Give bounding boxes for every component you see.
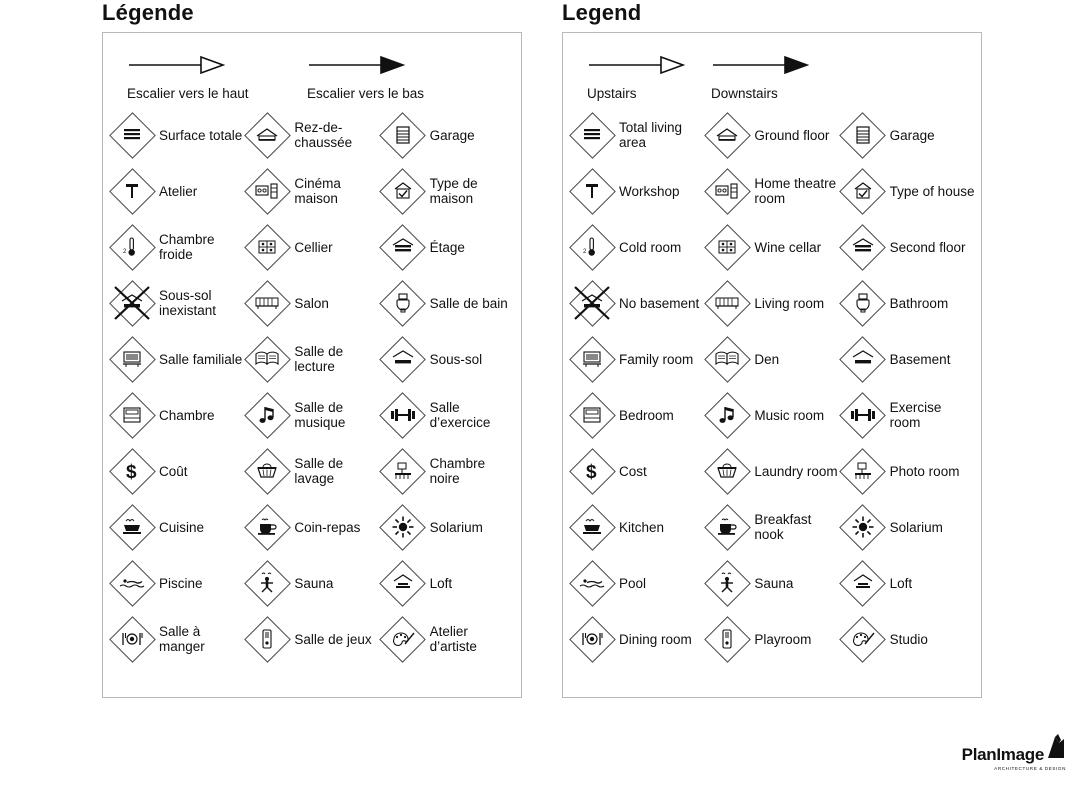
logo-mark-icon <box>1046 734 1066 765</box>
legend-item-label: Workshop <box>619 183 680 199</box>
dollar-sign-icon <box>577 456 607 486</box>
palette-brush-icon <box>388 624 418 654</box>
diamond-frame <box>109 616 155 662</box>
diamond-frame <box>704 168 750 214</box>
swimmer-icon <box>577 568 607 598</box>
legend-item-label: Bedroom <box>619 407 674 423</box>
legend-item <box>109 387 244 443</box>
legend-item-label: Salle de musique <box>294 400 346 430</box>
svg-text:2: 2 <box>123 249 127 255</box>
legend-item <box>840 555 975 611</box>
diamond-frame <box>569 448 615 494</box>
second-floor-icon <box>388 232 418 262</box>
diamond-frame <box>704 112 750 158</box>
diamond-frame <box>569 224 615 270</box>
garage-door-icon <box>848 120 878 150</box>
dumbbell-icon <box>848 400 878 430</box>
legend-item <box>569 611 704 667</box>
diamond-frame <box>109 392 155 438</box>
diamond-frame <box>569 168 615 214</box>
diamond-frame <box>569 336 615 382</box>
diamond-frame <box>109 224 155 270</box>
palette-brush-icon <box>848 624 878 654</box>
sofa-icon <box>252 288 282 318</box>
legend-item <box>840 499 975 555</box>
svg-text:2: 2 <box>583 249 587 255</box>
tv-stand-icon <box>577 344 607 374</box>
legend-item <box>380 331 515 387</box>
logo-name-italic: Image <box>996 745 1044 764</box>
legend-item <box>380 107 515 163</box>
legend-item <box>109 499 244 555</box>
diamond-frame <box>840 112 886 158</box>
svg-text:$: $ <box>586 462 597 482</box>
diamond-frame <box>109 280 155 326</box>
legend-item <box>704 219 839 275</box>
arrow-legend-english <box>563 33 981 105</box>
legend-item-label: Solarium <box>889 519 943 535</box>
legend-item <box>840 275 975 331</box>
diamond-frame <box>244 616 290 662</box>
arrow-solid-right-icon <box>711 55 811 80</box>
legend-item <box>380 387 515 443</box>
loft-stairs-icon <box>388 568 418 598</box>
house-check-icon <box>388 176 418 206</box>
legend-item <box>244 219 379 275</box>
darkroom-icon <box>388 456 418 486</box>
svg-text:$: $ <box>126 462 137 482</box>
music-note-icon <box>252 400 282 430</box>
diamond-frame <box>109 504 155 550</box>
legend-item <box>704 499 839 555</box>
legend-item-label: Chambre froide <box>159 232 215 262</box>
legend-item <box>704 163 839 219</box>
legend-item <box>109 275 244 331</box>
legend-item <box>840 107 975 163</box>
legend-item <box>244 499 379 555</box>
legend-item-label: Piscine <box>159 575 203 591</box>
sun-icon <box>848 512 878 542</box>
legend-grid-english <box>563 105 981 677</box>
legend-item-label: Loft <box>429 575 453 591</box>
legend-item-label: Kitchen <box>619 519 665 535</box>
legend-item <box>244 611 379 667</box>
diamond-frame <box>244 448 290 494</box>
legend-item-label: Type of house <box>889 183 975 199</box>
diamond-frame <box>840 336 886 382</box>
arrow-solid-right-icon <box>307 55 407 80</box>
legend-item <box>109 611 244 667</box>
arrow-outline-right-icon <box>127 55 227 80</box>
wine-bottle-rack-icon <box>252 232 282 262</box>
diamond-frame <box>569 560 615 606</box>
diamond-frame <box>704 280 750 326</box>
logo-wordmark-row <box>946 734 1066 765</box>
legend-item-label: Étage <box>429 239 465 255</box>
legend-item-label: Total living area <box>619 120 683 150</box>
legend-item <box>109 163 244 219</box>
page-title-french: Légende <box>102 0 194 25</box>
legend-item-label: Salle familiale <box>159 351 243 367</box>
darkroom-icon <box>848 456 878 486</box>
legend-item <box>380 219 515 275</box>
legend-item-label: Salle de lavage <box>294 456 344 486</box>
legend-item <box>840 163 975 219</box>
diamond-frame <box>109 168 155 214</box>
legend-item-label: Surface totale <box>159 127 243 143</box>
legend-upstairs-english <box>587 55 711 101</box>
coffee-cup-icon <box>252 512 282 542</box>
legend-item <box>109 219 244 275</box>
legend-item-label: Type de maison <box>429 176 478 206</box>
diamond-frame <box>244 168 290 214</box>
legend-item-label: Ground floor <box>754 127 830 143</box>
diamond-frame <box>569 280 615 326</box>
diamond-frame <box>109 336 155 382</box>
legend-item-label: Chambre <box>159 407 215 423</box>
diamond-frame <box>569 112 615 158</box>
legend-item <box>569 107 704 163</box>
wine-bottle-rack-icon <box>712 232 742 262</box>
loft-stairs-icon <box>848 568 878 598</box>
legend-item <box>380 611 515 667</box>
diamond-frame <box>380 280 426 326</box>
stacked-lines-icon <box>577 120 607 150</box>
legend-item <box>569 499 704 555</box>
diamond-frame <box>380 560 426 606</box>
diamond-frame <box>704 504 750 550</box>
tv-stand-icon <box>117 344 147 374</box>
diamond-frame <box>380 336 426 382</box>
legend-item-label: Atelier <box>159 183 198 199</box>
legend-item-label: Sous-sol inexistant <box>159 288 217 318</box>
diamond-frame <box>840 560 886 606</box>
legend-item <box>380 163 515 219</box>
legend-item-label: Basement <box>889 351 951 367</box>
dumbbell-icon <box>388 400 418 430</box>
diamond-frame <box>704 560 750 606</box>
diamond-frame <box>244 336 290 382</box>
diamond-frame <box>380 448 426 494</box>
diamond-frame <box>380 112 426 158</box>
legend-item <box>569 331 704 387</box>
legend-item <box>380 275 515 331</box>
legend-item-label: Cold room <box>619 239 682 255</box>
bed-icon <box>117 400 147 430</box>
diamond-frame <box>840 392 886 438</box>
legend-item-label: Photo room <box>889 463 960 479</box>
legend-item-label: Salle à manger <box>159 624 205 654</box>
legend-downstairs-english <box>711 55 891 101</box>
legend-item-label: Playroom <box>754 631 812 647</box>
legend-item-label: Pool <box>619 575 647 591</box>
legend-item <box>109 443 244 499</box>
legend-item-label: Cuisine <box>159 519 205 535</box>
legend-item-label: Exercise room <box>889 400 942 430</box>
legend-upstairs-french <box>127 55 307 101</box>
legend-item <box>380 443 515 499</box>
legend-item-label: Second floor <box>889 239 966 255</box>
legend-item <box>244 555 379 611</box>
toilet-icon <box>848 288 878 318</box>
legend-item-label: Salle de lecture <box>294 344 344 374</box>
diamond-frame <box>569 616 615 662</box>
legend-item-label: Salle d’exercice <box>429 400 491 430</box>
legend-item <box>704 275 839 331</box>
legend-item-label: Coin-repas <box>294 519 361 535</box>
legend-upstairs-label-english: Upstairs <box>587 86 637 101</box>
legend-item <box>569 443 704 499</box>
legend-item <box>840 443 975 499</box>
legend-item <box>569 387 704 443</box>
home-theatre-icon <box>252 176 282 206</box>
legend-item-label: Home theatre room <box>754 176 837 206</box>
panel-english <box>562 0 982 698</box>
legend-item <box>569 555 704 611</box>
legend-item-label: Coût <box>159 463 188 479</box>
legend-item <box>840 219 975 275</box>
legend-item-label: Salon <box>294 295 329 311</box>
stove-pot-icon <box>577 512 607 542</box>
arrow-legend-french <box>103 33 521 105</box>
diamond-frame <box>380 392 426 438</box>
basement-icon <box>388 344 418 374</box>
hammer-icon <box>577 176 607 206</box>
diamond-frame <box>244 112 290 158</box>
diamond-frame <box>109 560 155 606</box>
diamond-frame <box>704 448 750 494</box>
game-console-icon <box>712 624 742 654</box>
no-basement-icon <box>569 280 615 326</box>
legend-item-label: Garage <box>429 127 475 143</box>
legend-item <box>840 611 975 667</box>
diamond-frame <box>840 224 886 270</box>
diamond-frame <box>840 504 886 550</box>
diamond-frame <box>244 392 290 438</box>
legend-item-label: Family room <box>619 351 694 367</box>
legend-item-label: Wine cellar <box>754 239 822 255</box>
legend-item <box>704 555 839 611</box>
legend-item <box>380 499 515 555</box>
logo-name-plain: Plan <box>961 745 997 764</box>
diamond-frame <box>569 392 615 438</box>
music-note-icon <box>712 400 742 430</box>
legend-item <box>109 331 244 387</box>
legend-item-label: Salle de bain <box>429 295 508 311</box>
diamond-frame <box>840 280 886 326</box>
legend-item-label: Cost <box>619 463 647 479</box>
legend-item <box>840 387 975 443</box>
swimmer-icon <box>117 568 147 598</box>
legend-downstairs-label-english: Downstairs <box>711 86 778 101</box>
legend-item-label: Sauna <box>294 575 334 591</box>
diamond-frame <box>704 392 750 438</box>
diamond-frame <box>244 560 290 606</box>
panel-box-english <box>562 32 982 698</box>
diamond-frame <box>244 504 290 550</box>
open-book-icon <box>252 344 282 374</box>
diamond-frame <box>704 616 750 662</box>
legend-item-label: Chambre noire <box>429 456 486 486</box>
ground-floor-icon <box>252 120 282 150</box>
diamond-frame <box>840 616 886 662</box>
diamond-frame <box>380 504 426 550</box>
legend-item-label: Dining room <box>619 631 692 647</box>
legend-item <box>380 555 515 611</box>
legend-item <box>244 387 379 443</box>
open-book-icon <box>712 344 742 374</box>
legend-item-label: Cinéma maison <box>294 176 341 206</box>
dollar-sign-icon <box>117 456 147 486</box>
sofa-icon <box>712 288 742 318</box>
legend-item-label: Music room <box>754 407 825 423</box>
legend-item-label: Den <box>754 351 780 367</box>
legend-item-label: No basement <box>619 295 700 311</box>
basement-icon <box>848 344 878 374</box>
legend-item-label: Rez-de-chaussée <box>294 120 353 150</box>
legend-item <box>840 331 975 387</box>
legend-item-label: Cellier <box>294 239 333 255</box>
toilet-icon <box>388 288 418 318</box>
legend-item-label: Loft <box>889 575 913 591</box>
legend-item <box>569 219 704 275</box>
legend-item-label: Garage <box>889 127 935 143</box>
legend-item <box>704 387 839 443</box>
diamond-frame <box>244 280 290 326</box>
washing-machine-icon <box>252 456 282 486</box>
diamond-frame <box>840 448 886 494</box>
sauna-person-icon <box>712 568 742 598</box>
legend-item <box>704 611 839 667</box>
plate-cutlery-icon <box>577 624 607 654</box>
legend-upstairs-label-french: Escalier vers le haut <box>127 86 249 101</box>
stacked-lines-icon <box>117 120 147 150</box>
legend-item-label: Bathroom <box>889 295 949 311</box>
second-floor-icon <box>848 232 878 262</box>
legend-item-label: Solarium <box>429 519 483 535</box>
legend-item <box>109 107 244 163</box>
coffee-cup-icon <box>712 512 742 542</box>
diamond-frame <box>109 448 155 494</box>
legend-item-label: Studio <box>889 631 928 647</box>
legend-item <box>244 331 379 387</box>
legend-downstairs-label-french: Escalier vers le bas <box>307 86 425 101</box>
ground-floor-icon <box>712 120 742 150</box>
diamond-frame <box>569 504 615 550</box>
thermometer-icon <box>577 232 607 262</box>
legend-downstairs-french <box>307 55 487 101</box>
diamond-frame <box>704 336 750 382</box>
legend-item-label: Atelier d’artiste <box>429 624 477 654</box>
sun-icon <box>388 512 418 542</box>
brand-logo <box>946 734 1066 771</box>
legend-item <box>704 331 839 387</box>
legend-item <box>569 163 704 219</box>
diamond-frame <box>380 224 426 270</box>
no-basement-icon <box>109 280 155 326</box>
page-title-english: Legend <box>562 0 642 25</box>
legend-item-label: Laundry room <box>754 463 838 479</box>
garage-door-icon <box>388 120 418 150</box>
plate-cutlery-icon <box>117 624 147 654</box>
panel-box-french <box>102 32 522 698</box>
hammer-icon <box>117 176 147 206</box>
stove-pot-icon <box>117 512 147 542</box>
bed-icon <box>577 400 607 430</box>
legend-grid-french <box>103 105 521 677</box>
legend-item <box>244 107 379 163</box>
game-console-icon <box>252 624 282 654</box>
legend-item-label: Sauna <box>754 575 794 591</box>
house-check-icon <box>848 176 878 206</box>
legend-item-label: Living room <box>754 295 825 311</box>
legend-item <box>244 443 379 499</box>
panel-french <box>102 0 522 698</box>
legend-item-label: Salle de jeux <box>294 631 372 647</box>
diamond-frame <box>840 168 886 214</box>
legend-item <box>704 107 839 163</box>
legend-item <box>704 443 839 499</box>
washing-machine-icon <box>712 456 742 486</box>
diamond-frame <box>380 168 426 214</box>
diamond-frame <box>109 112 155 158</box>
legend-item <box>109 555 244 611</box>
legend-item-label: Sous-sol <box>429 351 483 367</box>
thermometer-icon <box>117 232 147 262</box>
sauna-person-icon <box>252 568 282 598</box>
home-theatre-icon <box>712 176 742 206</box>
legend-item <box>244 275 379 331</box>
legend-item <box>569 275 704 331</box>
logo-tagline: ARCHITECTURE & DESIGN <box>994 766 1066 771</box>
diamond-frame <box>380 616 426 662</box>
legend-item-label: Breakfast nook <box>754 512 812 542</box>
diamond-frame <box>704 224 750 270</box>
arrow-outline-right-icon <box>587 55 687 80</box>
diamond-frame <box>244 224 290 270</box>
legend-item <box>244 163 379 219</box>
